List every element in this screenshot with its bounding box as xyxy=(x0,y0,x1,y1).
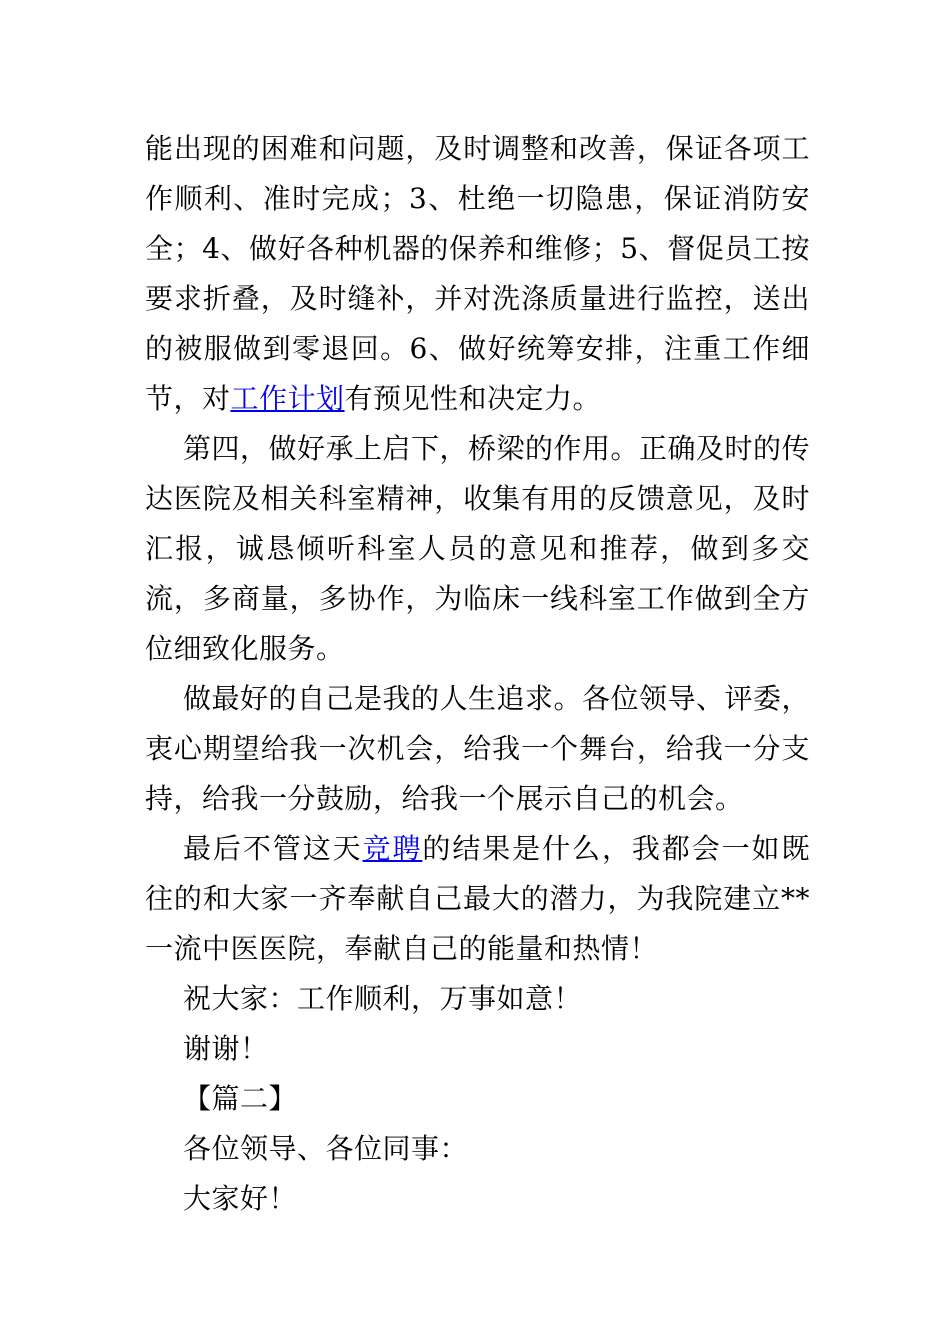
paragraph-text: 谢谢！ xyxy=(183,1032,269,1065)
paragraph xyxy=(145,1024,810,1074)
section-heading xyxy=(145,1074,810,1124)
work-plan-link[interactable]: 工作计划 xyxy=(230,382,345,415)
salutation xyxy=(145,1124,810,1174)
paragraph xyxy=(145,824,810,974)
paragraph-text: 能出现的困难和问题，及时调整和改善，保证各项工作顺利、准时完成；3、杜绝一切隐患，保证消防安全；4、做好各种机器的保养和维修；5、督促员工按要求折叠，及时缝补，并对洗涤质量进行监控，送出的被服做到零退回。6、做好统筹安排，注重工作细节，对 xyxy=(145,132,810,415)
paragraph-text: 祝大家：工作顺利，万事如意！ xyxy=(183,982,583,1015)
paragraph-text: 的结果是什么，我都会一如既往的和大家一齐奉献自己最大的潜力，为我院建立**一流中医医院，奉献自己的能量和热情！ xyxy=(145,832,810,965)
salutation-text: 各位领导、各位同事： xyxy=(183,1132,469,1165)
paragraph xyxy=(145,424,810,674)
paragraph-text: 做最好的自己是我的人生追求。各位领导、评委，衷心期望给我一次机会，给我一个舞台，给我一分支持，给我一分鼓励，给我一个展示自己的机会。 xyxy=(145,682,811,815)
paragraph-text: 第四，做好承上启下，桥梁的作用。正确及时的传达医院及相关科室精神，收集有用的反馈意见，及时汇报，诚恳倾听科室人员的意见和推荐，做到多交流，多商量，多协作，为临床一线科室工作做到全方位细致化服务。 xyxy=(145,432,811,665)
paragraph-text: 最后不管这天 xyxy=(183,832,363,865)
greeting-text: 大家好！ xyxy=(183,1182,298,1215)
section-heading-text: 【篇二】 xyxy=(183,1082,298,1115)
competition-link[interactable]: 竞聘 xyxy=(362,832,423,865)
greeting xyxy=(145,1174,810,1224)
paragraph xyxy=(145,974,810,1024)
paragraph-text: 有预见性和决定力。 xyxy=(344,382,602,415)
paragraph xyxy=(145,124,810,424)
document-body xyxy=(145,124,810,1224)
paragraph xyxy=(145,674,810,824)
